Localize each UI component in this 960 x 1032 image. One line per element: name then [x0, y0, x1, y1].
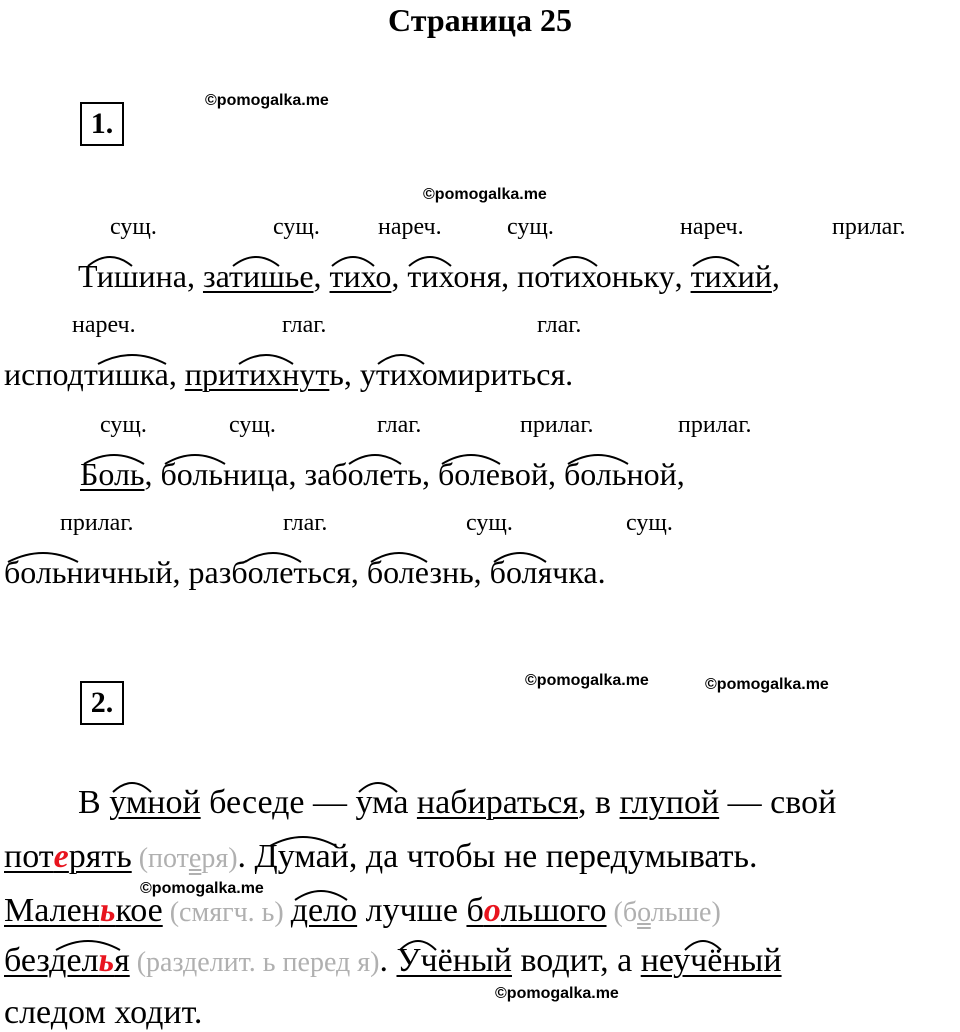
word: утихомириться — [360, 356, 565, 393]
pos-label: прилаг. — [832, 214, 906, 240]
word: больничный — [4, 554, 173, 591]
pos-label: сущ. — [229, 412, 276, 438]
word: притихнуть — [185, 356, 344, 393]
task-number-2: 2. — [80, 681, 124, 725]
word: разболеться — [189, 554, 351, 591]
proverb-line-2: потерять (потеря) . Думай, да чтобы не передумывать. — [4, 838, 758, 876]
pos-label: сущ. — [110, 214, 157, 240]
proverb-line-3: Маленькое (смягч. ь) дело лучше большого (больше) — [4, 892, 721, 930]
word: затишье — [203, 258, 314, 295]
word: больница — [161, 456, 289, 493]
watermark: ©pomogalka.me — [140, 880, 264, 897]
word: тихоня — [407, 258, 501, 295]
pos-label: сущ. — [466, 510, 513, 536]
word: . Думай, да чтобы не передумывать. — [238, 838, 758, 876]
word: Боль — [80, 456, 145, 493]
word: Тишина — [78, 258, 187, 295]
word: ума — [355, 784, 408, 822]
word: болевой — [438, 456, 548, 493]
word: дело — [291, 892, 357, 930]
word: Учёный — [396, 942, 512, 980]
word: тихо — [330, 258, 392, 295]
watermark: ©pomogalka.me — [525, 672, 649, 689]
word: умной — [109, 784, 200, 822]
pos-label: глаг. — [282, 312, 327, 338]
word-family-line-4: больничный, разболеться, болезнь, болячка. — [4, 554, 606, 591]
pos-label: сущ. — [100, 412, 147, 438]
pos-label: прилаг. — [678, 412, 752, 438]
proverb-line-5: следом ходит. — [4, 994, 203, 1031]
watermark: ©pomogalka.me — [705, 676, 829, 693]
pos-label: сущ. — [273, 214, 320, 240]
word: болезнь — [367, 554, 474, 591]
pos-label: сущ. — [507, 214, 554, 240]
watermark: ©pomogalka.me — [495, 985, 619, 1002]
pos-label: нареч. — [72, 312, 136, 338]
word: неучёный — [641, 942, 782, 980]
word-family-line-2: исподтишка, притихнуть, утихомириться. — [4, 356, 573, 393]
watermark: ©pomogalka.me — [423, 186, 547, 203]
word-family-line-1: Тишина, затишье, тихо, тихоня, потихоньку, тихий, — [78, 258, 780, 295]
word: потихоньку — [517, 258, 674, 295]
pos-label: глаг. — [537, 312, 582, 338]
pos-label: сущ. — [626, 510, 673, 536]
proverb-line-1: В умной беседе — ума набираться, в глупой — свой — [78, 784, 836, 822]
proverb-line-4: безделья (разделит. ь перед я). Учёный водит, а неучёный — [4, 942, 782, 980]
word-family-line-3: Боль, больница, заболеть, болевой, больной, — [80, 456, 685, 493]
word: тихий — [691, 258, 772, 295]
pos-label: глаг. — [377, 412, 422, 438]
word: заболеть — [305, 456, 422, 493]
word: безделья — [4, 942, 130, 980]
pos-label: глаг. — [283, 510, 328, 536]
watermark: ©pomogalka.me — [205, 92, 329, 109]
word: исподтишка — [4, 356, 169, 393]
pos-label: прилаг. — [60, 510, 134, 536]
word: болячка — [490, 554, 598, 591]
word: больной — [564, 456, 677, 493]
pos-label: прилаг. — [520, 412, 594, 438]
pos-label: нареч. — [378, 214, 442, 240]
task-number-1: 1. — [80, 102, 124, 146]
page-title: Страница 25 — [388, 2, 572, 38]
pos-label: нареч. — [680, 214, 744, 240]
